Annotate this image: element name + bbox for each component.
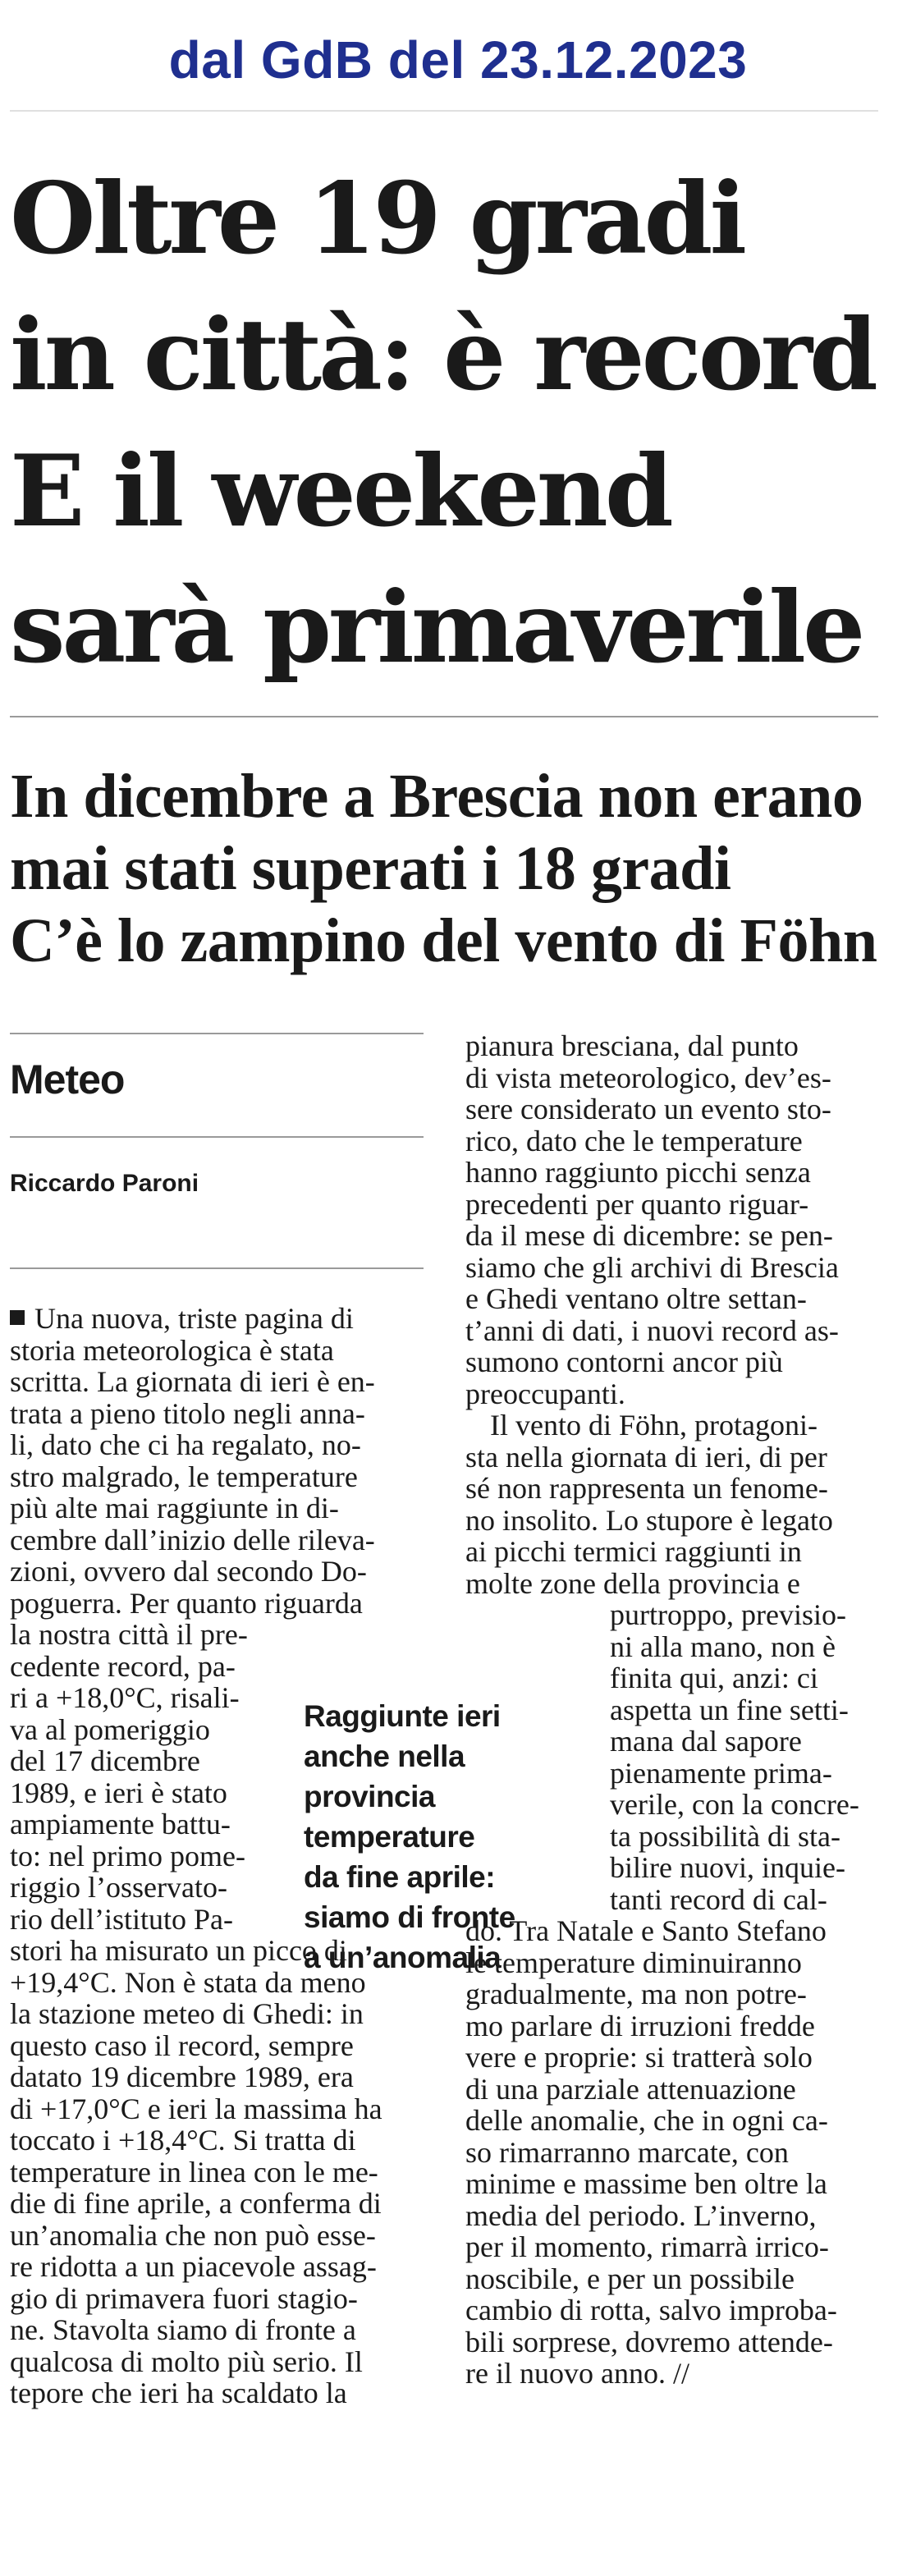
top-divider [10, 110, 878, 112]
text-line: ni alla mano, non è [610, 1629, 836, 1663]
text-line: rico, dato che le temperature [465, 1124, 803, 1157]
section-rule-bottom [10, 1136, 424, 1138]
subheadline-line: mai stati superati i 18 gradi [10, 834, 731, 903]
text-line: do. Tra Natale e Santo Stefano [465, 1914, 827, 1947]
column-left-bottom [10, 1935, 424, 2409]
pull-quote-line: provincia [304, 1780, 435, 1813]
text-line: noscibile, e per un possibile [465, 2262, 795, 2295]
subheadline-line: C’è lo zampino del vento di Föhn [10, 906, 877, 975]
source-line: dal GdB del 23.12.2023 [168, 30, 748, 89]
pull-quote-line: Raggiunte ieri [304, 1699, 501, 1733]
text-line: mo parlare di irruzioni fredde [465, 2009, 815, 2042]
text-line: ta possibilità di sta- [610, 1819, 840, 1853]
headline [10, 151, 905, 696]
text-line: ai picchi termici raggiunti in [465, 1535, 802, 1568]
text-line: zioni, ovvero dal secondo Do- [10, 1555, 367, 1588]
text-line: cambio di rotta, salvo improba- [465, 2294, 837, 2326]
text-line: media del periodo. L’inverno, [465, 2198, 817, 2232]
text-line: temperature in linea con le me- [10, 2155, 378, 2189]
text-line: aspetta un fine setti- [610, 1693, 849, 1726]
text-line: stro malgrado, le temperature [10, 1460, 358, 1493]
text-line: sumono contorni ancor più [465, 1345, 783, 1378]
text-line: ne. Stavolta siamo di fronte a [10, 2313, 356, 2346]
text-line: storia meteorologica è stata [10, 1333, 334, 1367]
text-line: cedente record, pa- [10, 1649, 236, 1683]
text-line: no insolito. Lo stupore è legato [465, 1503, 833, 1537]
text-line: la nostra città il pre- [10, 1618, 248, 1651]
text-line: sta nella giornata di ieri, di per [465, 1440, 827, 1474]
text-line: purtroppo, previsio- [610, 1598, 846, 1631]
text-line: li, dato che ci ha regalato, no- [10, 1428, 361, 1461]
text-line: di +17,0°C e ieri la massima ha [10, 2092, 382, 2125]
byline-rule [10, 1267, 424, 1269]
text-line: delle anomalie, che in ogni ca- [465, 2104, 828, 2137]
text-line: preoccupanti. [465, 1377, 625, 1410]
text-line: Una nuova, triste pagina di [10, 1303, 424, 1335]
bullet-square-icon [10, 1310, 25, 1325]
text-line: gradualmente, ma non potre- [465, 1978, 807, 2010]
text-line: gio di primavera fuori stagio- [10, 2281, 358, 2315]
headline-line: sarà primaverile [10, 570, 863, 685]
pull-quote-line: siamo di fronte [304, 1900, 515, 1934]
text-line: 1989, e ieri è stato [10, 1776, 227, 1809]
text-line: poguerra. Per quanto riguarda [10, 1586, 363, 1620]
text-line: pienamente prima- [610, 1756, 832, 1790]
text-line: hanno raggiunto picchi senza [465, 1156, 811, 1189]
text-line: di una parziale attenuazione [465, 2072, 796, 2106]
column-left-top [10, 1303, 424, 1619]
text-line: scritta. La giornata di ieri è en- [10, 1365, 375, 1398]
text-line: mana dal sapore [610, 1725, 802, 1758]
text-line: questo caso il record, sempre [10, 2028, 354, 2062]
pull-quote-line: temperature [304, 1820, 475, 1854]
column-right-top [465, 1030, 880, 1599]
text-line: da il mese di dicembre: se pen- [465, 1219, 833, 1252]
text-line: va al pomeriggio [10, 1712, 210, 1746]
text-line: cembre dall’inizio delle rileva- [10, 1523, 375, 1556]
headline-line: Oltre 19 gradi [10, 161, 744, 277]
text-line: rio dell’istituto Pa- [10, 1902, 233, 1936]
text-line: sé non rappresenta un fenome- [465, 1472, 828, 1505]
text-line: più alte mai raggiunte in di- [10, 1492, 339, 1524]
text-line: riggio l’osservato- [10, 1871, 227, 1904]
text-line: trata a pieno titolo negli anna- [10, 1396, 365, 1430]
subheadline-line: In dicembre a Brescia non erano [10, 762, 863, 831]
section-label: Meteo [10, 1057, 125, 1102]
text-line: +19,4°C. Non è stata da meno [10, 1965, 366, 1999]
text-line: toccato i +18,4°C. Si tratta di [10, 2124, 356, 2157]
text-line: tepore che ieri ha scaldato la [10, 2377, 347, 2409]
text-line: re il nuovo anno. // [465, 2357, 689, 2390]
column-right-bottom [465, 1915, 880, 2390]
text-line: ampiamente battu- [10, 1808, 231, 1840]
text-line: la stazione meteo di Ghedi: in [10, 1997, 364, 2030]
text-line: finita qui, anzi: ci [610, 1662, 818, 1694]
text-line: precedenti per quanto riguar- [465, 1187, 809, 1221]
text-line: vere e proprie: si tratterà solo [465, 2041, 813, 2074]
pull-quote-line: anche nella [304, 1739, 465, 1773]
text-line: e Ghedi ventano oltre settan- [465, 1282, 807, 1315]
pull-quote-line: da fine aprile: [304, 1860, 496, 1894]
text-line: to: nel primo pome- [10, 1839, 245, 1872]
text-line: bilire nuovi, inquie- [610, 1851, 845, 1884]
headline-line: in città: è record [10, 297, 875, 413]
text-line: ri a +18,0°C, risali- [10, 1681, 240, 1714]
text-line: t’anni di dati, i nuovi record as- [465, 1313, 839, 1347]
text-line: verile, con la concre- [610, 1788, 859, 1821]
text-line: so rimarranno marcate, con [465, 2135, 789, 2169]
text-line: un’anomalia che non può esse- [10, 2218, 376, 2252]
author-byline: Riccardo Paroni [10, 1170, 199, 1197]
text-line: di vista meteorologico, dev’es- [465, 1061, 831, 1094]
headline-divider [10, 716, 878, 717]
text-line: die di fine aprile, a conferma di [10, 2187, 382, 2220]
headline-line: E il weekend [10, 433, 671, 549]
text-line: le temperature diminuiranno [465, 1946, 802, 1979]
text-line: qualcosa di molto più serio. Il [10, 2345, 363, 2378]
text-line: tanti record di cal- [610, 1882, 827, 1916]
text-line: datato 19 dicembre 1989, era [10, 2060, 354, 2093]
text-line: per il momento, rimarrà irrico- [465, 2230, 829, 2263]
text-line: pianura bresciana, dal punto [465, 1029, 799, 1062]
text-line: stori ha misurato un picco di [10, 1934, 347, 1967]
text-line: siamo che gli archivi di Brescia [465, 1250, 839, 1284]
text-line: Il vento di Föhn, protagoni- [490, 1409, 818, 1442]
pull-quote-line: a un’anomalia [304, 1941, 502, 1974]
column-left-narrow [10, 1619, 273, 1935]
text-line: minime e massime ben oltre la [465, 2167, 827, 2200]
column-right-narrow [610, 1599, 881, 1915]
text-line: del 17 dicembre [10, 1744, 200, 1777]
text-line: bili sorprese, dovremo attende- [465, 2325, 833, 2358]
section-rule-top [10, 1033, 424, 1034]
text-line: sere considerato un evento sto- [465, 1093, 831, 1125]
text-line: re ridotta a un piacevole assag- [10, 2250, 377, 2283]
text-line: molte zone della provincia e [465, 1566, 800, 1600]
subheadline [10, 760, 905, 977]
